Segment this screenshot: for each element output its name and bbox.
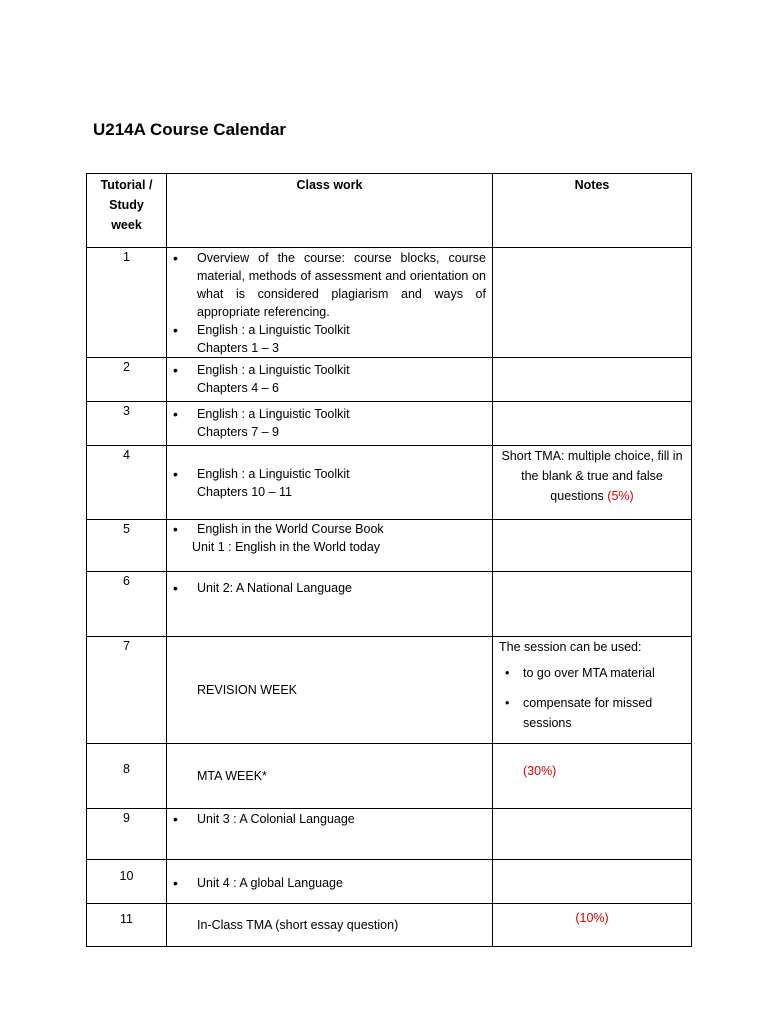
classwork-cell (167, 744, 493, 809)
note-item: • compensate for missed sessions (499, 693, 691, 733)
week-number: 9 (87, 809, 167, 860)
classwork-item: • English : a Linguistic Toolkit (167, 361, 492, 379)
classwork-cell (167, 572, 493, 637)
classwork-cell (167, 358, 493, 402)
classwork-item: • English in the World Course Book (167, 520, 492, 538)
table-row (87, 248, 692, 358)
classwork-cell (167, 860, 493, 904)
notes-cell (493, 572, 692, 637)
notes-cell (493, 446, 692, 520)
classwork-cell (167, 248, 493, 358)
notes-cell (493, 809, 692, 860)
header-classwork: Class work (167, 174, 493, 248)
classwork-chapters: Chapters 4 – 6 (197, 381, 279, 395)
header-notes: Notes (493, 174, 692, 248)
week-number: 10 (87, 860, 167, 904)
table-row (87, 358, 692, 402)
classwork-item: • English : a Linguistic Toolkit (167, 405, 492, 423)
note-text: Short TMA: multiple choice, fill in the blank & true and false questions (501, 449, 683, 503)
page-title: U214A Course Calendar (93, 120, 287, 139)
classwork-plain: MTA WEEK* (197, 769, 267, 783)
table-row (87, 904, 692, 947)
note-percent: (10%) (575, 911, 609, 925)
classwork-cell (167, 402, 493, 446)
classwork-unit: Unit 1 : English in the World today (192, 540, 381, 554)
week-number: 11 (87, 904, 167, 947)
classwork-cell (167, 520, 493, 572)
note-item: • to go over MTA material (499, 663, 691, 683)
classwork-chapters: Chapters 1 – 3 (197, 341, 279, 355)
classwork-cell (167, 637, 493, 744)
note-percent: (30%) (523, 764, 557, 778)
note-percent: (5%) (607, 489, 634, 503)
table-row (87, 809, 692, 860)
week-number: 7 (87, 637, 167, 744)
course-calendar-table (86, 173, 692, 947)
table-row (87, 572, 692, 637)
notes-cell (493, 402, 692, 446)
notes-cell (493, 520, 692, 572)
classwork-item: • English : a Linguistic Toolkit (167, 321, 492, 339)
classwork-chapters: Chapters 7 – 9 (197, 425, 279, 439)
notes-cell (493, 904, 692, 947)
notes-cell (493, 358, 692, 402)
classwork-item: • Unit 4 : A global Language (167, 874, 492, 892)
classwork-item: • Unit 3 : A Colonial Language (167, 810, 492, 828)
notes-cell (493, 248, 692, 358)
notes-cell (493, 860, 692, 904)
week-number: 1 (87, 248, 167, 358)
week-number: 3 (87, 402, 167, 446)
classwork-cell (167, 904, 493, 947)
week-number: 2 (87, 358, 167, 402)
header-week: Tutorial / Study week (87, 174, 167, 248)
classwork-item: • English : a Linguistic Toolkit (167, 465, 492, 483)
classwork-cell (167, 809, 493, 860)
table-header-row (87, 174, 692, 248)
table-row (87, 637, 692, 744)
classwork-plain: In-Class TMA (short essay question) (197, 918, 399, 932)
week-number: 4 (87, 446, 167, 520)
week-number: 5 (87, 520, 167, 572)
week-number: 8 (87, 744, 167, 809)
classwork-item: • Unit 2: A National Language (167, 579, 492, 597)
notes-cell (493, 744, 692, 809)
classwork-plain: REVISION WEEK (197, 683, 298, 697)
notes-cell (493, 637, 692, 744)
table-row (87, 744, 692, 809)
table-row (87, 402, 692, 446)
note-intro: The session can be used: (499, 640, 642, 654)
table-row (87, 520, 692, 572)
week-number: 6 (87, 572, 167, 637)
classwork-item: • Overview of the course: course blocks, course material, methods of assessment and orientation on what is considered plagiarism and ways of appropriate referencing. (167, 249, 492, 321)
classwork-cell (167, 446, 493, 520)
table-row (87, 860, 692, 904)
classwork-chapters: Chapters 10 – 11 (197, 484, 292, 499)
table-row (87, 446, 692, 520)
